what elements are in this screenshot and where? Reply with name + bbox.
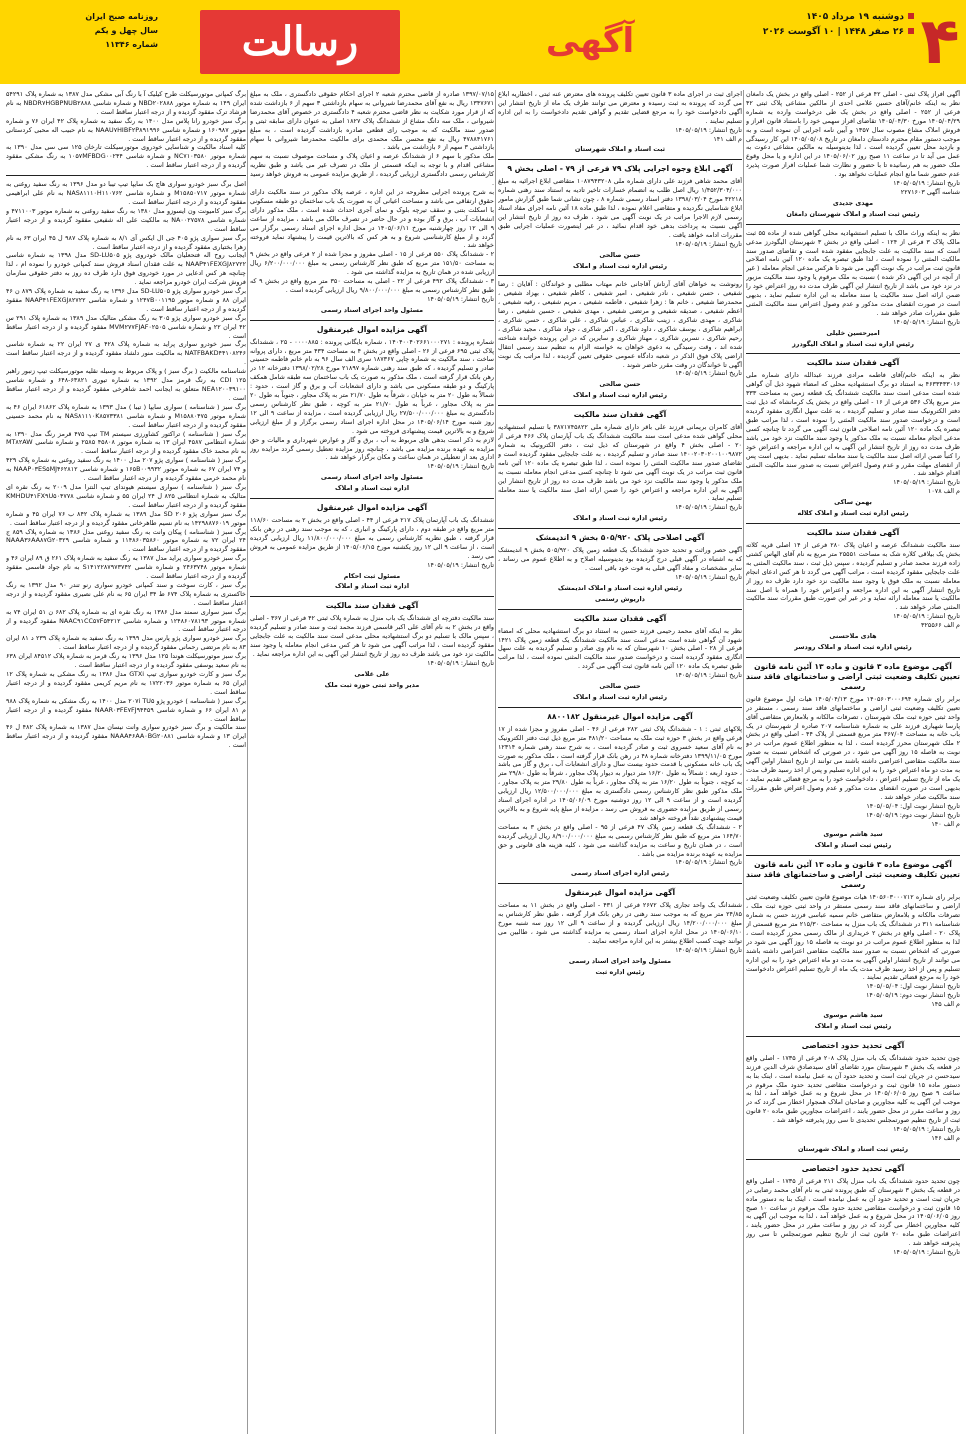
- ad-text: لازم به ذکر است بدهی های مربوط به آب ، برق و گاز و عوارض شهرداری و مالیات و حق مزایده به عهده برنده مزایده می باشد ، چنانچه روز مزایده تعطیل رسمی گردد مزایده روز اداری بعد از تعطیلی در همان ساعت و مکان برگزار خواهد شد .: [250, 435, 494, 462]
- ad-text: م الف ۳۲۵۵۶۶: [921, 621, 960, 630]
- ad-signature: حسن صالحی: [599, 250, 641, 259]
- ad-signature: سید هاشم موسوی: [823, 1011, 883, 1020]
- ad-text: تاریخ انتشار: ۱۴۰۵/۰۵/۱۹: [675, 858, 742, 867]
- ad-separator: [746, 1159, 960, 1160]
- ad-text: تاریخ انتشار: ۱۴۰۵/۰۵/۱۹: [893, 317, 960, 326]
- ad-text: برگ سبز ، کارت سوخت و سند کمپانی خودرو سواری رنو تندر ۹۰ مدل ۱۳۹۲ به رنگ خاکستری به شماره پلاک ۶۷۴ ط ۳۴ ایران ۶۵ به نام علی نصیری مفقود گردیده و از درجه اعتبار ساقط است .: [6, 580, 246, 607]
- ad-text: شناسه آگهی ۲۲۷۱۶۰۳: [900, 187, 960, 196]
- ad-text: کلیه اسناد مالکیت و شناسایی خودروی موتورسیکلت تارخان ۱۲۵ سی سی مدل ۱۳۹۰ به شماره موتور NC۷۱۰۳۵۸۰ و شماره شاسی ۱۰۵۷MFBDG۰۰۲۴۴ به رنگ مشکی مفقود گردیده و از درجه اعتبار ساقط است .: [6, 143, 246, 170]
- ad-text: آگهی حصر وراثت و تحدید حدود ششدانگ یک قطعه زمین پلاک ۵۰۵/۹۲۰ بخش ۹ اندیمشک که به اشتباه در آگهی قبلی درج گردیده بود بدینوسیله اصلاح و به اطلاع عموم می رساند ، سایر مشخصات و مفاد آگهی قبلی به قوت خود باقی است .: [498, 546, 742, 572]
- ad-text: برگ سبز سواری پژو ۲۰۶ SD مدل ۱۳۸۹ به شماره پلاک ۸۴۲ ب ۷۶ ایران ۴۵ و شماره موتور ۱۴۲۹۸۸۷۶۰۱۹ به نام نسیم طاهرخانی مفقود گردیده و از درجه اعتبار ساقط است .: [6, 509, 246, 527]
- column-divider: [247, 90, 248, 1434]
- ad-separator: [746, 353, 960, 354]
- info-line-2: شماره ۱۱۳۴۶: [105, 40, 158, 49]
- column-4: [6, 90, 246, 1434]
- ad-text: م الف ۱۴۶: [931, 1134, 960, 1142]
- ad-text: تاریخ انتشار نوبت دوم: ۱۴۰۵/۰۵/۱۹: [865, 991, 960, 1000]
- info-line-3: روزنامه صبح ایران: [85, 12, 158, 21]
- ad-signature: مدیر واحد ثبتی حوزه ثبت ملک: [324, 680, 420, 689]
- ad-text: برگ سبز خودرو سواری پژو ۳۰۵ به رنگ مشکی متالیک مدل ۱۳۸۹ به شماره پلاک ۲۹۱ س ۴۲ ایران ۲۲ و شماره شاسی MVM۲۷۷FJAF۰۲۵۰۵ مفقود گردیده و از درجه اعتبار ساقط است .: [6, 313, 246, 340]
- ad-heading: آگهی تحدید حدود اختصاصی: [801, 1040, 905, 1050]
- ad-signature: هادی ملاحسنی: [829, 632, 877, 641]
- ad-text: ششدانگ یک باب آپارتمان پلاک ۲۱۷ فرعی از ۴۴ - اصلی واقع در بخش ۲ به مساحت ۱۱۸/۶۰ متر مربع واقع در طبقه دوم ، دارای پارکینگ و انباری ، که به موجب سند رهنی در رهن بانک قرار گرفته ، طبق نظریه کارشناس رسمی به مبلغ ۱۱/۸۰۰/۰۰۰/۰۰۰ ریال ارزیابی گردیده است ، از ساعت ۹ الی ۱۲ روز یکشنبه مورخ ۱۴۰۵/۰۶/۱۵ از طریق مزایده عمومی به فروش می رسد .: [250, 516, 494, 560]
- ad-separator: [746, 523, 960, 524]
- ad-signature: رئیس اداره ثبت: [595, 967, 645, 976]
- ad-text: نظر به اینکه وراث مالک با تسلیم استشهادیه محلی گواهی شده از ماده ۵۵ ثبت مالک پلاک ۳ فرعی از ۱۲۴ - اصلی واقع در بخش ۳ شهرستان الیگودرز مدعی است که سند مالکیت به علت جابجایی مفقود شده است و تقاضای صدور سند مالکیت المثنی را نموده است ، لذا طبق تبصره یک ماده ۱۲۰ آئین نامه اصلاحی قانون ثبت مراتب در یک نوبت آگهی می شود تا هرکس مدعی انجام معامله ( غیر از آنچه در این آگهی ذکر شده ) نسبت به ملک مرقوم یا وجود سند مالکیت مزبور در نزد خود می باشد از تاریخ انتشار این آگهی ظرف مدت ده روز اعتراض خود را ضمن ارائه اصل سند مالکیت یا سند معامله به این اداره تسلیم نماید ، بدیهی است در صورت انقضای مدت مذکور و عدم وصول اعتراض سند مالکیت المثنی طبق مقررات صادر خواهد شد .: [746, 228, 960, 317]
- ad-signature: سید هاشم موسوی: [823, 830, 883, 839]
- ad-text: تاریخ انتشار: ۱۴۰۵/۰۵/۱۹: [675, 369, 742, 378]
- ad-text: تاریخ انتشار نوبت دوم: ۱۴۰۵/۰۵/۱۹: [865, 810, 960, 819]
- column-3: [250, 90, 494, 1434]
- ad-separator: [498, 609, 742, 610]
- ad-signature: رئیس ثبت اسناد و املاک: [814, 841, 892, 850]
- ad-heading: آگهی فقدان سند مالکیت: [573, 613, 667, 623]
- ad-text: تاریخ انتشار: ۱۴۰۵/۰۵/۱۹: [427, 658, 494, 667]
- ad-text: ۳ - ششدانگ پلاک ۴۹۲ فرعی از ۲۲ - اصلی به مساحت ۳۵۰ متر مربع واقع در بخش ۹ که طبق نظر کارشناس رسمی به مبلغ ۹/۸۰۰/۰۰۰/۰۰۰ ریال ارزیابی گردیده است .: [250, 277, 494, 294]
- ad-signature: رئیس اداره ثبت اسناد و املاک رودسر: [794, 642, 912, 651]
- page-header: [0, 0, 966, 84]
- ad-heading: آگهی تحدید حدود اختصاصی: [801, 1163, 905, 1173]
- ad-text: برگ سبز خودرو سواری پژو SD-LU۵۰۵ مدل ۱۳۹۶ به رنگ سفید به شماره پلاک ۸۷۹ ن ۴۶ ایران ۸۸ و شماره موتور ۱۲۴۷B۰۰۱۱۹۵ و شماره شاسی NAAP۴۱FEXGJ۸۲۷۲۲ مفقود گردیده و از درجه اعتبار ساقط است .: [6, 287, 246, 313]
- issue-info: [8, 10, 158, 52]
- ad-separator: [498, 405, 742, 406]
- ad-separator: [498, 528, 742, 529]
- ad-text: تاریخ انتشار: ۱۴۰۵/۰۵/۱۹: [893, 612, 960, 621]
- ad-separator: [746, 1036, 960, 1037]
- ad-text: برگ سبز خودرو سواری پژو پارس مدل ۱۳۹۹ به رنگ سفید به شماره پلاک ۲۳۹ د ۸۱ ایران ۸۳ به نام مرتضی رحمانی مفقود گردیده و از درجه اعتبار ساقط است .: [6, 634, 246, 652]
- ad-text: تاریخ انتشار: ۱۴۰۵/۰۵/۱۹: [675, 572, 742, 581]
- ad-signature: اداره ثبت اسناد و املاک: [334, 582, 410, 591]
- ad-signature: حسن صالحی: [599, 682, 641, 691]
- ad-separator: [498, 707, 742, 708]
- ad-heading: آگهی فقدان سند مالکیت: [806, 358, 900, 368]
- ad-text: تاریخ انتشار: ۱۴۰۵/۰۵/۱۹: [893, 1125, 960, 1134]
- ad-text: نظر به اینکه خانم/آقای فاطمه مرادی فرزند عبدالله دارای شماره ملی ۴۶۳۳۴۳۳۰۱۶ به استناد دو برگ استشهادیه محلی که امضاء شهود ذیل آن گواهی شده است مدعی است سند مالکیت ششدانگ یک قطعه زمین به مساحت ۳۳۳ متر مربع پلاک ۵۳۶ فرعی از ۱۶ - اصلی واقع در بخش یک کرمانشاه که ذیل ثبت دفتر الکترونیک سند صادر و تسلیم گردیده ، به علت سهل انگاری مفقود گردیده است و درخواست صدور سند مالکیت المثنی را نموده است ، لذا مراتب طبق تبصره یک ماده ۱۲۰ آئین نامه اصلاحی قانون ثبت آگهی می گردد تا چنانچه کسی مدعی انجام معامله نسبت به ملک مذکور یا وجود سند مالکیت نزد خود می باشد ظرف مدت ده روز از تاریخ انتشار این آگهی به این اداره مراجعه و اعتراض خود را کتباً ضمن ارائه اصل سند مالکیت یا سند معامله تسلیم نماید . بدیهی است پس از انقضای مهلت مقرر و عدم وصول اعتراض نسبت به صدور سند مالکیت المثنی اقدام خواهد شد .: [746, 371, 960, 478]
- ad-text: پلاکهای ثبتی : ۱ - ششدانگ پلاک ثبتی ۲۸۲ فرعی از ۴۶ - اصلی مفروز و مجزا شده از ۱۷ فرعی واقع در بخش ۳ حوزه ثبت ملک به مساحت ۴۸۱/۲۰ متر مربع ذیل ثبت دفتر الکترونیک به نام آقای سعید خسروی ثبت و صادر گردیده است ، به شرح سند رهنی شماره ۱۲۳۱۴ مورخ ۱۳۹۹/۱۱/۰۵ دفترخانه شماره ۴۸ در رهن بانک قرار گرفته است ، ملک مذکور به صورت یک باب خانه مسکونی با قدمت حدود بیست سال و دارای انشعابات آب ، برق و گاز می باشد ، حدود اربعه : شمالاً به طول ۱۶/۲۰ متر دیوار به دیوار پلاک مجاور ، شرقاً به طول ۲۹/۸۰ متر به کوچه ، جنوباً به طول ۱۶/۲۰ متر به پلاک مجاور ، غرباً به طول ۲۹/۸۰ متر به پلاک مجاور ، ملک مذکور طبق نظر کارشناس رسمی دادگستری به مبلغ ۱۲/۵۰۰/۰۰۰/۰۰۰ ریال ارزیابی گردیده است و از ساعت ۹ الی ۱۲ روز دوشنبه مورخ ۱۴۰۵/۰۶/۰۹ در اداره اجرای اسناد رسمی از طریق مزایده حضوری به فروش می رسد ، مزایده از مبلغ پایه شروع و به بالاترین قیمت پیشنهادی نقداً فروخته خواهد شد .: [498, 724, 742, 822]
- ad-text: برابر رای شماره ۱۴۰۵۶۰۳۰۰۰۶۹۴ مورخ ۱۴۰۵/۰۴/۱۳ هیات اول موضوع قانون تعیین تکلیف وضعیت ثبتی اراضی و ساختمانهای فاقد سند رسمی ، مستقر در واحد ثبتی حوزه ثبت ملک شهرستان ، تصرفات مالکانه و بلامعارض متقاضی آقای پارسا شهیاری فرزند علی به شماره شناسنامه ۲۰۷ صادره از شهرستان در یک باب خانه به مساحت ۳۶۷/۰۴ متر مربع قسمتی از پلاک ۴۴ - اصلی واقع در بخش ۲ ملک شهرستان محرز گردیده است ، لذا به منظور اطلاع عموم مراتب در دو نوبت به فاصله ۱۵ روز آگهی می شود ، در صورتی که اشخاص نسبت به صدور سند مالکیت متقاضی اعتراضی داشته باشند می توانند از تاریخ انتشار اولین آگهی به مدت دو ماه اعتراض خود را به این اداره تسلیم و پس از اخذ رسید ظرف مدت یک ماه از تاریخ تسلیم اعتراض ، دادخواست خود را به مرجع قضائی تقدیم نمایند ، بدیهی است در صورت انقضای مدت مذکور و عدم وصول اعتراض طبق مقررات سند مالکیت صادر خواهد شد .: [746, 694, 960, 801]
- ad-text: ایجانب روح اله فتحعلیان مالک خودروی پژو SD-LU۵۰۵ مدل ۱۳۹۸ به شماره شاسی NAAP۴۱FEXGJ۸۲۷۲۲ به علت فقدان اسناد فروش سند کمپانی خودرو را نموده ام ، لذا چنانچه هر کس ادعایی در مورد خودروی فوق دارد ظرف ده روز به دفتر حقوقی سازمان فروش شرکت ایران خودرو مراجعه نماید .: [6, 251, 246, 287]
- ad-text: برگ سبز ( شناسنامه ) سواری پژو ۲۰۷ مدل ۱۴۰۰ به رنگ سفید روغنی به شماره پلاک ۴۲۹ و ۷۴ ایران ۶۷ به شماره موتور ۱۶۵B۰۰۹۹۳۲ و شماره شاسی NAAP۰۳ES۵MJ۴۶۲۸۱۲ به نام محمد خرمی مفقود گردیده و از درجه اعتبار ساقط است .: [6, 456, 246, 483]
- ad-text: برابر رای شماره ۱۴۰۵۶۰۳۰۰۰۷۱۲ هیات موضوع قانون تعیین تکلیف وضعیت ثبتی اراضی و ساختمانهای فاقد سند رسمی مستقر در واحد ثبتی حوزه ثبت ملک ، تصرفات مالکانه و بلامعارض متقاضی خانم سمیه عباسی فرزند حسن به شماره شناسنامه ۳۱۱ در ششدانگ یک باب منزل به مساحت ۲۱۵/۳۰ متر مربع قسمتی از پلاک ۲۰ - اصلی واقع در بخش ۲ خریداری از مالک رسمی محرز گردیده است ، لذا به منظور اطلاع عموم مراتب در دو نوبت به فاصله ۱۵ روز آگهی می شود در صورتی که اشخاص نسبت به صدور سند مالکیت متقاضی اعتراضی داشته باشند می توانند از تاریخ انتشار اولین آگهی به مدت دو ماه اعتراض خود را به این اداره تسلیم و پس از اخذ رسید ظرف مدت یک ماه از تاریخ تسلیم اعتراض دادخواست خود را به مرجع قضائی تقدیم نمایند .: [746, 893, 960, 982]
- ad-text: برگ سبز کامیونت ون ایسوزو مدل ۱۳۸۰ به رنگ سفید روغنی به شماره موتور ۴۷۱۱۰۰۳ و شماره شاسی NA۰۰۲۷۵۷۸ به مالکیت علی اله شفیعی مفقود گردیده و از درجه اعتبار ساقط است .: [6, 206, 246, 233]
- ad-text: چون تحدید حدود ششدانگ یک باب منزل پلاک ۲۰۸ فرعی از ۱۷۳۵ - اصلی واقع در قطعه یک بخش ۳ شهرستان مورد تقاضای آقای سیدصادق شرف الدین فرزند سیدحسن در جریان ثبت است و تحدید حدود آن به عمل نیامده است ، اینک بنا به دستور ماده ۱۵ قانون ثبت و درخواست متقاضی تحدید حدود ملک مرقوم در ساعت ۹ صبح روز ۱۴۰۵/۰۶/۰۵ در محل شروع و به عمل خواهد آمد ، لذا به موجب این آگهی به کلیه مجاورین و صاحبان املاک همجوار اخطار می گردد که در روز و ساعت مقرر در محل حضور یابند ، اعتراضات مجاورین طبق ماده ۲۰ قانون ثبت از تاریخ تنظیم صورتمجلس تحدیدی تا سی روز پذیرفته خواهد شد .: [746, 1053, 960, 1125]
- ad-signature: مهدی جدیدی: [832, 198, 874, 207]
- ad-text: تاریخ انتشار: ۱۴۰۵/۰۵/۱۹: [675, 671, 742, 680]
- ad-text: برگ سبز سواری پژو ۴۰۵ جی ال ایکس آی ۸/۱ به شماره پلاک ۹۸۷ ل ۴۵ ایران ۶۳ به نام زهرا بختیاری مفقود گردیده و از درجه اعتبار ساقط است .: [6, 233, 246, 251]
- ad-text: رونوشت به خواهان آقای آرتاش آقاجانی خانم مهتاب مطلبی و خواندگان : آقایان : رضا شفیعی ، حسن شفیعی ، نادر شفیعی ، امیر شفیعی ، کاظم شفیعی ، بهزاد شفیعی ، محمدرضا شفیعی ، خانم ها : زهرا شفیعی ، فاطمه شفیعی ، مریم شفیعی ، رقیه شفیعی ، اعظم شفیعی ، صدیقه شفیعی و مرتضی شفیعی ، مهدی شفیعی ، حسین شفیعی ، رضا شاکری ، مهدی شاکری ، زینب شاکری ، عباس شاکری ، علی شاکری ، حسن شاکری ، ابراهیم شاکری ، یوسف شاکری ، داود شاکری ، اکبر شاکری ، جواد شاکری ، مجید شاکری ، رحیم شاکری ، نسرین شاکری ، مهناز شاکری و سایرین که در این پرونده خوانده شناخته شده اند ، وقت رسیدگی به دعوی خواهان به خواسته الزام به تنظیم سند رسمی انتقال اراضی پلاک فوق الذکر در شعبه دادگاه عمومی حقوقی تعیین گردیده ، لذا مراتب یک نوبت آگهی تا خواندگان در وقت مقرر حاضر شوند .: [498, 280, 742, 369]
- ad-text: برگ سبز خودرو رانا پلاس مدل ۱۴۰۰ به رنگ سفید به شماره پلاک ۴۲ ایران ۷۶ و شماره موتور ۱۶۰۹۸۷ و شماره شاسی NAAU۷HIBF۲P۸۹۱۹۹۶ به نام حبیب اله محبی کردستانی مفقود گردیده و از درجه اعتبار ساقط است .: [6, 116, 246, 143]
- ad-text: برگ سبز سواری سمند مدل ۱۳۸۶ به رنگ نقره ای به شماره پلاک ۶۸۲ ن ۵۱ ایران ۷۴ به شماره موتور ۱۲۴۸۶۰۷۸۱۹۳ و شماره شاسی NAAC۹۱CC۵۷F۵۴۲۱۲ مفقود گردیده و از درجه اعتبار ساقط است .: [6, 607, 246, 634]
- ad-heading: آگهی موضوع ماده ۳ قانون و ماده ۱۳ آئین نامه قانون تعیین تکلیف وضعیت ثبتی اراضی و ساختمانهای فاقد سند رسمی: [746, 860, 960, 890]
- ad-separator: [746, 224, 960, 225]
- ad-heading: آگهی ابلاغ وجوه اجرایی پلاک ۷۹ فرعی از ۷۹ - اصلی بخش ۹: [507, 164, 733, 174]
- date-line-2: ۲۶ صفر ۱۴۴۸ | ۱۰ آگوست ۲۰۲۶: [762, 27, 904, 37]
- ad-text: ۱۳۹۷/۰۷/۱۵ صادره از قاضی محترم شعبه ۲ اجرای احکام حقوقی دادگستری ، ملک به مبلغ ۱۳۴۷۶۷۱ ریال به نفع آقای محمدرضا شیروانی به سهام بازداشتی ۳ سهم از ۶ بازداشت شده که از قرار مورد شکایت به نظر قاضی محترم شعبه ۴ دادگستری در خصوص آقای محمدرضا شیروانی ، ملک سه دانگ مشاع از ششدانگ پلاک ۱۸۲۷ اصلی به عنوان دارای سابقه ثبتی و صدور سند مالکیت که به موجب رای قطعی صادره بازداشت گردیده است ، به مبلغ ۴۷۸۸۴۱۷۶۱ ریال به نفع محسن ملک محمدی برای مالکیت محمدرضا شیروانی با سهام بازداشتی ۳ سهم از ۶ بازداشت می باشد .: [250, 90, 494, 152]
- ad-separator: [6, 175, 246, 176]
- ad-separator: [498, 275, 742, 276]
- ad-signature: مسئول واحد اجرای اسناد رسمی: [320, 473, 424, 482]
- ads-columns: [6, 90, 960, 1434]
- ad-separator: [746, 657, 960, 658]
- ad-text: تاریخ انتشار: ۱۴۰۵/۰۵/۱۹: [427, 462, 494, 471]
- ad-heading: آگهی موضوع ماده ۳ قانون و ماده ۱۳ آئین نامه قانون تعیین تکلیف وضعیت ثبتی اراضی و ساختمانهای فاقد سند رسمی: [746, 661, 960, 691]
- ad-signature: رئیس اداره ثبت اسناد و املاک اندیمشک: [557, 583, 683, 592]
- ad-heading: آگهی فقدان سند مالکیت: [806, 527, 900, 537]
- ad-signature: بهمن ساکی: [834, 498, 872, 507]
- ad-text: برگ سبز ( شناسنامه ) خودرو پژو ۲۰۷i TU۵ مدل ۱۴۰۰ به رنگ مشکی به شماره پلاک ۹۸۸ م ۸۱ ایران ۶۶ و شماره شاسی NAAR۰۳FE۷FJ۹۴۴۵۹ مفقود گردیده و از درجه اعتبار ساقط است .: [6, 696, 246, 723]
- ad-signature: رئیس اداره ثبت اسناد و املاک: [572, 391, 667, 400]
- ad-text: ۲ - ششدانگ پلاک ۵۵۰ فرعی از ۱۵ - اصلی مفروز و مجزا شده از ۲ فرعی واقع در بخش ۹ به مساحت ۱۵۱/۵۰ متر مربع که طبق نظر کارشناس رسمی به مبلغ ۶/۲۰۰/۰۰۰/۰۰۰ ریال ارزیابی شده در همان تاریخ به مزایده گذاشته می شود .: [250, 250, 494, 277]
- ad-separator: [498, 159, 742, 160]
- ad-text: سند مالکیت دفترچه ای ششدانگ یک باب منزل به شماره پلاک ثبتی ۴۲ فرعی از ۳۶۷ - اصلی واقع در بخش ۲ به نام آقای علی اکبر قاسمی فرزند محمد ثبت و سند صادر و تسلیم گردیده ، سپس مالک با تسلیم دو برگ استشهادیه محلی مدعی است سند مالکیت به علت جابجایی مفقود گردیده است ، لذا مراتب آگهی می شود تا هر کس مدعی انجام معامله یا وجود سند مالکیت نزد خود می باشد ظرف ده روز از تاریخ انتشار این آگهی به این اداره مراجعه نماید .: [250, 614, 494, 658]
- bullet-square-icon: [908, 28, 914, 34]
- ad-signature: رئیس اداره ثبت اسناد و املاک: [572, 692, 667, 701]
- column-1: [746, 90, 960, 1434]
- ad-text: چون تحدید حدود ششدانگ یک باب منزل پلاک ۲۱۱ فرعی از ۱۷۳۵ - اصلی واقع در قطعه یک بخش ۳ شهرستان که طبق پرونده ثبتی به نام آقای محمد رضایی در جریان ثبت است و تحدید حدود آن به عمل نیامده است ، اینک بنا به دستور ماده ۱۵ قانون ثبت و درخواست متقاضی تحدید حدود ملک مرقوم در ساعت ۱۰ صبح روز ۱۴۰۵/۰۶/۰۵ در محل شروع و به عمل خواهد آمد ، لذا به موجب این آگهی به کلیه مجاورین اخطار می گردد که در روز و ساعت مقرر در محل حضور یابند ، اعتراضات طبق ماده ۲۰ قانون ثبت از تاریخ تنظیم صورتمجلس تا سی روز پذیرفته خواهد شد .: [746, 1176, 960, 1248]
- ad-text: برگ سبز و کارت خودرو سواری تیپ GTXi مدل ۱۳۸۶ به رنگ مشکی به شماره پلاک ۱۲ ایران ۶۵ به شماره موتور ۱۷۲۲۰۳۶ به نام مریم کریمی مفقود گردیده و از درجه اعتبار ساقط است .: [6, 670, 246, 696]
- ad-signature: امیرحسین خلیلی: [826, 328, 880, 337]
- ad-signature: مسئول واحد اجرای اسناد رسمی: [320, 305, 424, 314]
- ad-separator: [498, 883, 742, 884]
- ad-signature: اداره ثبت اسناد و املاک: [334, 484, 410, 493]
- ad-heading: آگهی مزایده اموال غیرمنقول: [316, 324, 428, 334]
- ad-text: نظر به اینکه آقای محمد رحیمی فرزند حسین به استناد دو برگ استشهادیه محلی که امضاء شهود آن گواهی شده است مدعی است سند مالکیت ششدانگ یک قطعه زمین پلاک ۱۴۲۱ فرعی از ۲۸ - اصلی بخش ۱۰ شهرستان که به نام وی صادر و تسلیم گردیده به علت سهل انگاری مفقود گردیده است و درخواست صدور سند مالکیت المثنی نموده است ، لذا مراتب طبق تبصره یک ماده ۱۲۰ آئین نامه قانون ثبت آگهی می گردد .: [498, 626, 742, 671]
- ad-text: برگ کمپانی موتورسیکلت طرح کیلیک آ با رنگ آبی مشکی مدل ۱۳۸۷ به شماره پلاک ۵۴۲۹۱ ایران ۱۴۹ به شماره موتور NBD۲۰۲۸۸۸ و شماره شاسی NBDR۷HGBPNUB۲۸۸۸ به نام فرشاد ترک مفقود گردیده و از درجه اعتبار ساقط است .: [6, 90, 246, 116]
- ad-text: آقای کامران بریمانی فرزند علی باقر دارای شماره ملی ۳۸۷۱۷۴۵۸۲۲ با تسلیم استشهادیه محلی گواهی شده مدعی است سند مالکیت ششدانگ یک باب آپارتمان پلاک ۴۶۶ فرعی از ۲۰ - اصلی بخش ۴ واقع در شهرستان که ذیل ثبت ، دفتر الکترونیک به شماره ۱۴۰۰۲۰۳۰۲۰۰۱۰۰۹۸۷۲ سند صادر و تسلیم گردیده ، به علت جابجایی مفقود گردیده است و تقاضای صدور سند مالکیت المثنی را نموده است ، لذا طبق تبصره یک ماده ۱۲۰ آئین نامه قانون ثبت مراتب در یک نوبت آگهی می شود تا چنانچه کسی مدعی انجام معامله نسبت به ملک مذکور یا وجود سند مالکیت نزد خود می باشد ظرف مدت ده روز از تاریخ انتشار این آگهی به این اداره مراجعه و اعتراض خود را ضمن ارائه اصل سند مالکیت یا سند معامله تسلیم نماید .: [498, 423, 742, 503]
- ad-text: اصل برگ سبز خودرو سواری هاچ بک سایپا تیپ تیبا دو مدل ۱۳۹۶ به رنگ سفید روغنی به شماره موتور M۱۵۸۵۰۷۱۷ و شماره شاسی NAS۸۱۱۱۰H۱۱۰۷۶۲ به نام علی ابراهیمی مفقود گردیده و از درجه اعتبار ساقط است .: [6, 180, 246, 206]
- ad-text: م الف ۱۴۱: [713, 134, 742, 143]
- ad-text: م الف ۱۴۵: [931, 1000, 960, 1009]
- page-number: ۴: [920, 5, 960, 79]
- column-2: [498, 90, 742, 1434]
- ad-text: تاریخ انتشار: ۱۴۰۵/۰۵/۱۹: [893, 179, 960, 188]
- ad-signature: رئیس اداره اجرای اسناد رسمی: [570, 869, 670, 878]
- ad-signature: مسئول ثبت احکام: [343, 571, 401, 580]
- ad-text: تاریخ انتشار: ۱۴۰۵/۰۵/۱۹: [675, 125, 742, 134]
- ad-text: ۲ - ششدانگ یک قطعه زمین پلاک ۴۷ فرعی از ۹۵ - اصلی واقع در بخش ۳ به مساحت ۱۶۴/۷۰ متر مربع که طبق نظر کارشناس رسمی به مبلغ ۸/۹۰۰/۰۰۰/۰۰۰ ریال ارزیابی گردیده است ، در همان تاریخ و ساعت به مزایده گذاشته می شود ، کلیه هزینه های قانونی و حق مزایده به عهده برنده مزایده می باشد .: [498, 822, 742, 858]
- ad-heading: آگهی مزایده اموال غیرمنقول: [316, 503, 428, 513]
- date-line-1: دوشنبه ۱۹ مرداد ۱۴۰۵: [806, 12, 904, 22]
- ad-heading: آگهی فقدان سند مالکیت: [573, 410, 667, 420]
- ad-signature: علی غلامی: [354, 669, 390, 678]
- ad-separator: [746, 855, 960, 856]
- ad-text: ملک مذکور با سهم ۶ از ششدانگ عرصه و اعیان پلاک و مساحت موصوف نسبت به سهم مشاعی اقدام و با توجه به اینکه قسمتی از ملک در تصرف غیر می باشد و طبق نظریه کارشناس رسمی دادگستری ارزیابی گردیده ، از طریق مزایده عمومی به فروش خواهد رسید .: [250, 152, 494, 188]
- ad-text: سند مالکیت و برگ سبز خودرو سواری وانت نیسان مدل ۱۳۸۷ به شماره پلاک ۴۸۲ ل ۴۶ ایران ۱۳ و شماره شاسی NAAA۴۶AA۰BG۲۰۸۸۱ مفقود گردیده و از درجه اعتبار ساقط است .: [6, 723, 246, 750]
- ad-text: برگ سبز ( شناسنامه ) سواری سیستم هیوندای تیپ النترا مدل ۲۰۰۹ به رنگ نقره ای متالیک به شماره انتظامی ۸۲۵ ل ۲۴ ایران ۵۵ و شماره شاسی KMHDU۴۱FX۹U۵۰۴۷۷۸ مفقود گردیده و از درجه اعتبار ساقط است .: [6, 482, 246, 509]
- ad-text: به شرح پرونده اجرایی مطروحه در این اداره ، عرصه پلاک مذکور در سند مالکیت دارای حقوق ارتفاقی می باشد و مساحت اعیانی آن به صورت یک باب ساختمان دو طبقه مسکونی با اسکلت بتنی و سقف تیرچه بلوک و نمای آجری احداث شده است ، ملک مذکور دارای انشعابات آب ، برق و گاز بوده و در حال حاضر در تصرف مالک می باشد ، مزایده از ساعت ۹ الی ۱۲ روز چهارشنبه مورخ ۱۴۰۵/۰۶/۱۱ در محل اداره اجرای اسناد رسمی برگزار می گردد و از مبلغ کارشناسی شروع و به هر کس که بالاترین قیمت را پیشنهاد نماید فروخته خواهد شد .: [250, 187, 494, 250]
- ad-signature: مسئول واحد اجرای اسناد رسمی: [568, 956, 672, 965]
- ad-text: تاریخ انتشار نوبت اول: ۱۴۰۵/۰۵/۰۴: [866, 982, 960, 991]
- ad-text: تاریخ انتشار: ۱۴۰۵/۰۵/۱۹: [427, 294, 494, 303]
- ad-signature: رئیس اداره ثبت اسناد و املاک: [572, 261, 667, 270]
- issue-date: [734, 10, 914, 40]
- ad-signature: ثبت اسناد و املاک شهرستان: [574, 145, 666, 154]
- ad-text: تاریخ انتشار: ۱۴۰۵/۰۵/۱۹: [675, 239, 742, 248]
- ad-heading: آگهی مزایده اموال غیرمنقول ۸۸۰۰۱۸۲: [547, 711, 693, 721]
- ad-signature: رئیس اداره ثبت اسناد و املاک: [572, 514, 667, 523]
- ad-text: برگ سبز ( شناسنامه ) سواری سایپا ( تیبا ) مدل ۱۳۹۳ به شماره پلاک ۶۱۸۶۲ ایران ۴۶ به شماره موتور M۱۵۸۸۰۴۷۵ و شماره شاسی NAS۸۱۱۱۰K۸۵۷۳۳۸۱ به نام محمد حسینی مفقود گردیده و از درجه اعتبار ساقط است .: [6, 402, 246, 429]
- ad-text: تاریخ انتشار نوبت اول: ۱۴۰۵/۰۵/۰۴: [866, 801, 960, 810]
- ad-signature: رئیس ثبت اسناد و املاک شهرستان دامغان: [786, 209, 920, 218]
- ad-text: تاریخ انتشار: ۱۴۰۵/۰۵/۱۹: [427, 560, 494, 569]
- column-divider: [743, 90, 744, 1434]
- ad-signature: داریوش رستمی: [595, 594, 645, 603]
- ad-text: اجرای ثبت در اجرای ماده ۳ قانون تعیین تکلیف پرونده های معترض عنه ثبتی ، اخطاریه ابلاغ می گردد که پرونده به ثبت رسیده و معترض می توانند ظرف یک ماه از تاریخ انتشار این آگهی دادخواست خود را به مرجع قضایی تقدیم و گواهی تقدیم دادخواست را به این اداره تسلیم نمایند .: [498, 90, 742, 125]
- ad-text: آقای محمد شاهی فرزند علی دارای شماره ملی ۱۰۸۷۹۴۳۲۰۸ متقاضی ابلاغ اجرائیه به مبلغ ۱/۴۵۲/۳۰۴/۰۰۰ ریال اصل طلب به انضمام خسارات تاخیر تادیه به استناد سند رهنی شماره ۴۲۲۱۸ مورخ ۱۳۹۸/۰۳/۰۴ دفتر اسناد رسمی شماره ۸ ، چون نشانی شما طبق گزارش مامور ابلاغ شناسایی نگردیده و متقاضی اعلام نموده ، لذا طبق ماده ۱۸ آئین نامه اجرای مفاد اسناد رسمی لازم الاجرا مراتب در یک نوبت آگهی می شود ، ظرف ده روز از تاریخ انتشار این آگهی نسبت به پرداخت بدهی خود اقدام نمائید ، در غیر اینصورت عملیات اجرایی طبق مقررات ادامه خواهد یافت .: [498, 177, 742, 239]
- ad-text: سند مالکیت ششدانگ عرصه و اعیان پلاک ۲۸۰ فرعی از ۱۴ اصلی قریه کلاته بخش یک بیلاقی کلاره شک به مساحت ۲۵۵۵۱ متر مربع به نام آقای الهاس کشتی زاده فرزند محمد صادر و تسلیم گردیده ، سپس ذیل ثبت ، سند مالکیت المثنی به علت جابجایی مفقود گردیده است ، مراتب آگهی می گردد تا هر کس ادعای انجام معامله نسبت به ملک فوق یا وجود سند مالکیت نزد خود دارد ظرف ده روز از تاریخ انتشار آگهی به این اداره مراجعه و اعتراض خود را همراه با اصل سند مالکیت یا سند معامله ارائه نماید و در غیر این صورت طبق مقررات سند مالکیت المثنی صادر خواهد شد .: [746, 540, 960, 612]
- bullet-square-icon: [908, 13, 914, 19]
- ad-signature: رئیس اداره ثبت اسناد و املاک الیگودرز: [792, 339, 914, 348]
- ad-signature: رئیس ثبت اسناد و املاک: [814, 1021, 892, 1030]
- ad-heading: آگهی فقدان سند مالکیت: [325, 601, 419, 611]
- ad-separator: [250, 498, 494, 499]
- ad-text: تاریخ انتشار: ۱۴۰۵/۰۵/۱۹: [675, 503, 742, 512]
- ad-separator: [250, 320, 494, 321]
- newspaper-logo: رسالت: [200, 10, 400, 74]
- ad-heading: آگهی مزایده اموال غیرمنقول: [564, 888, 676, 898]
- ad-heading: آگهی اصلاحی پلاک ۵۰۵/۹۲۰ بخش ۹ اندیمشک: [535, 533, 705, 543]
- ad-text: شناسنامه مالکیت ( برگ سبز ) و پلاک مربوط به وسیله نقلیه موتورسیکلت تیپ زنبور راهبر ۱۲۵ CDI به رنگ قرمز مدل ۱۳۹۲ به شماره تیوری ۶۳۸۲۱-۶۴۸ و شماره شاسی NEA۱۲۰۰۳۹۱۰۰ متعلق به ایجانب احمد شاهرخی مفقود گردیده و از درجه اعتبار ساقط است .: [6, 367, 246, 402]
- ad-text: برگ سبز ( شناسنامه ) پیکان وانت به رنگ سفید روغنی مدل ۱۳۸۶ به شماره پلاک ۸۵۹ ج ۲۴ ایران ۷۲ به شماره موتور ۱۱۴۸۶۰۳۵۸۶۰ و شماره شاسی NAAA۳۶AA۸۷G۲۰۳۲۹ مفقود گردیده و از درجه اعتبار ساقط است .: [6, 527, 246, 554]
- ad-text: ششدانگ یک واحد تجاری پلاک ۲۶۷۲ فرعی از ۴۳۱ - اصلی واقع در بخش ۱۱ به مساحت ۲۴/۸۵ متر مربع که به موجب سند رهنی در رهن بانک قرار گرفته ، طبق نظر کارشناس به مبلغ ۱۴/۲۰۰/۰۰۰/۰۰۰ ریال ارزیابی گردیده و از ساعت ۹ الی ۱۲ روز سه شنبه مورخ ۱۴۰۵/۰۶/۱۰ در محل اداره اجرای اسناد رسمی به مزایده گذاشته می شود ، طالبین می توانند جهت کسب اطلاع بیشتر به این اداره مراجعه نمایند .: [498, 901, 742, 945]
- ad-separator: [250, 596, 494, 597]
- ad-signature: حسن صالحی: [599, 380, 641, 389]
- ad-text: آگهی افراز پلاک ثبتی - اصلی ۴۲ فرعی از ۲۵۲ - اصلی واقع در بخش یک دامغان نظر به اینکه خانم/آقای حسین غلامی احدی از مالکین مشاعی پلاک ثبتی ۴۲ فرعی از ۲۵۲ - اصلی واقع در بخش یک طی درخواست وارده به شماره ۱۴۰۵/۰۴/۲۹ مورخ ۱۴۰۵/۰۴/۳۰ تقاضای افراز سهمی خود را باستناد قانون افراز و فروش املاک مشاع مصوب سال ۱۳۵۷ و آیین نامه اجرایی آن نموده است و به موجب دستور مقام محترم دادستان دامغان در تاریخ ۱۴۰۵/۰۵/۰۸ این کار رسیدگی و بازدید محل تعیین گردیده است ، لذا بدینوسیله به مالکین مشاعی دعوت به عمل می آید تا در ساعت ۱۱ صبح روز ۱۴۰۵/۰۶/۰۲ در این اداره و یا محل وقوع ملک حضور به هم رسانیده تا با حضور و نظارت شما عملیات افراز صورت پذیرد عدم حضور شما مانع انجام عملیات نخواهد بود .: [746, 90, 960, 179]
- ad-signature: رئیس ثبت اسناد و املاک شهرستان: [797, 1144, 909, 1153]
- ad-text: م الف ۱۰۷۸: [927, 487, 960, 496]
- ad-text: تاریخ انتشار: ۱۴۰۵/۰۵/۱۹: [675, 945, 742, 954]
- ad-text: م الف ۱۴۰: [931, 819, 960, 828]
- ad-text: برگ سبز ( شناسنامه ) تراکتور کشاورزی سیستم TM تیپ ۴۷۵ قرمز رنگ مدل ۱۳۹۰ به شماره انتظامی ۴۵۸۷ ایران ۱۳ به شماره موتور ۴۵۸۰۸ ۲۵۸۵ و شماره شاسی MT۸۲AW به نام محمد خاک مفقود گردیده و از درجه اعتبار ساقط است .: [6, 429, 246, 456]
- ad-text: شماره پرونده : ۱۴۰۴۰۰۴۰۲۶۶۱۰۰۰۲۷۱ ، شماره بایگانی پرونده : ۰۰۰۰۸۸۵ - ۲۵ ، ششدانگ پلاک ثبتی ۶۹۵ فرعی از ۲۶ - اصلی واقع در بخش ۴ به مساحت ۴۳۴ متر مربع ، دارای پروانه ساخت ، سند مالکیت به شماره چاپی ۱۸۷۳۶۷ سری الف سال ۹۶ به نام خانم فاطمه حسینی صادر و تسلیم گردیده ، که طبق سند رهنی شماره ۲۱۸۹۷ مورخ ۱۳۹۸/۰۲/۲۸ دفترخانه ۱۲ در رهن بانک قرار گرفته است ، ملک مذکور به صورت یک باب ساختمان سه طبقه شامل همکف پارکینگ و دو طبقه مسکونی می باشد و دارای انشعابات آب و برق و گاز است ، حدود : شمالاً به طول ۲۰ متر به خیابان ، شرقاً به طول ۲۱/۷۰ متر به پلاک مجاور ، جنوباً به طول ۲۰ متر به پلاک مجاور ، غرباً به طول ۲۱/۷۰ متر به کوچه ، طبق نظر کارشناس رسمی دادگستری به مبلغ ۲۷/۵۰۰/۰۰۰/۰۰۰ ریال ارزیابی گردیده است ، مزایده از ساعت ۹ الی ۱۲ روز شنبه مورخ ۱۴۰۵/۰۶/۱۴ در محل اداره اجرای اسناد رسمی برگزار و از مبلغ ارزیابی شروع و به بالاترین قیمت پیشنهادی فروخته می شود .: [250, 337, 494, 435]
- ad-text: تاریخ انتشار: ۱۴۰۵/۰۵/۱۹: [893, 478, 960, 487]
- column-divider: [495, 90, 496, 1434]
- ad-text: برگ سبز موتورسیکلت هوندا ۱۲۵ مدل ۱۳۹۶ به رنگ قرمز به شماره پلاک ۸۴۵۱۲ ایران ۶۳۸ به نام سعید یوسفی مفقود گردیده و از درجه اعتبار ساقط است .: [6, 652, 246, 670]
- ad-text: برگ سبز خودرو سواری پراید مدل ۱۳۸۷ به رنگ سفید به شماره پلاک ۲۶۱ ق ۸۹ ایران ۴۶ و شماره موتور ۲۴۶۳۷۴۸ و شماره شاسی S۱۴۱۲۲۸۷۹۷۳۷۴۲ به نام جواد قاسمی مفقود گردیده و از درجه اعتبار ساقط است .: [6, 554, 246, 581]
- ad-signature: رئیس اداره ثبت اسناد و املاک کلاله: [797, 509, 909, 518]
- ad-text: برگ سبز خودرو سواری پراید به شماره پلاک ۴۲۸ ی ۲۷ ایران ۲۲ به شماره شاسی NATFBAKD۴۴۱۰۸۲۴۶ به مالکیت منور دلشاد مفقود گردیده و از درجه اعتبار ساقط است .: [6, 340, 246, 367]
- section-title: آگهی: [545, 21, 635, 61]
- ad-text: تاریخ انتشار: ۱۴۰۵/۰۵/۱۹: [893, 1248, 960, 1257]
- info-line-1: سال چهل و یکم: [94, 26, 158, 35]
